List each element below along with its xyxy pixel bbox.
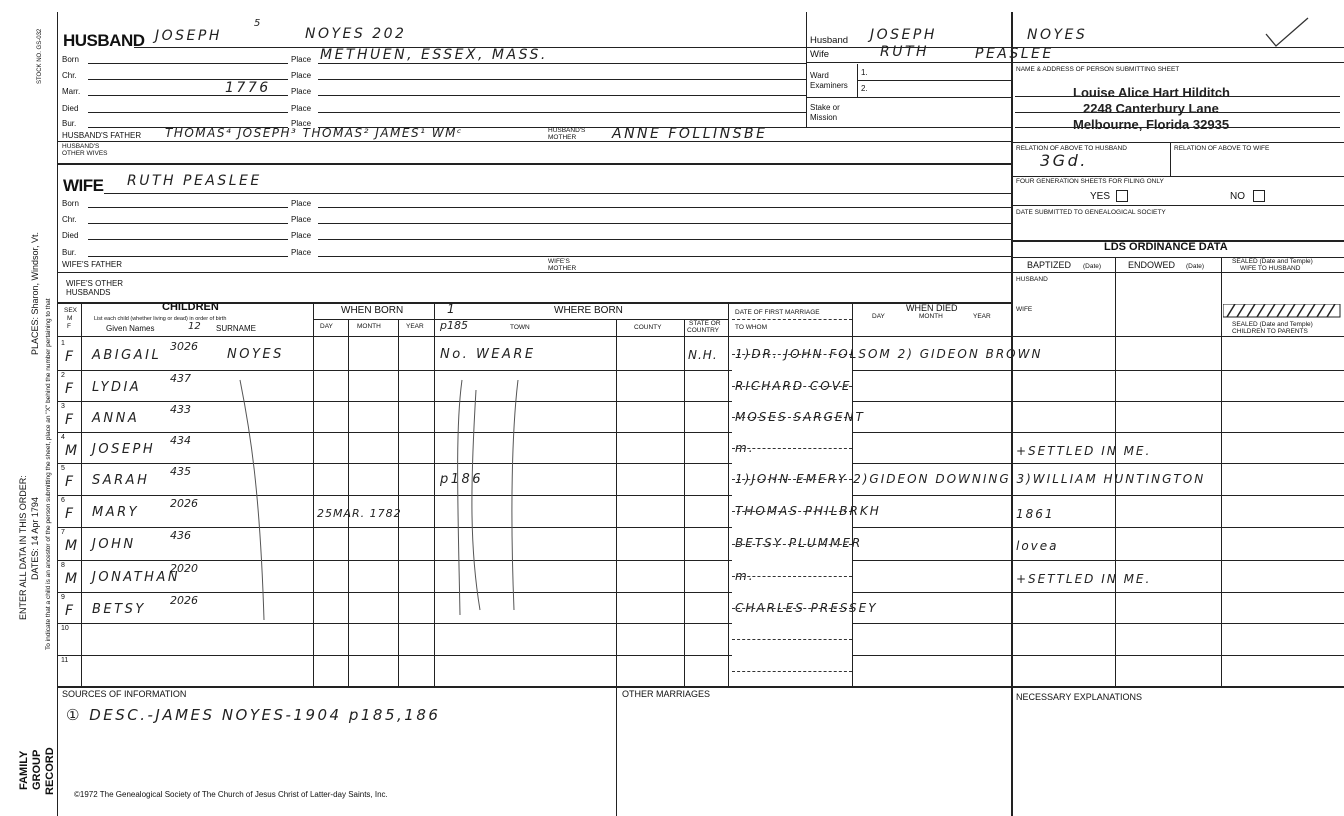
state-header-2: COUNTRY (687, 327, 720, 334)
husband-born-place-label: Place (291, 55, 312, 64)
husband-chr-label: Chr. (62, 71, 77, 80)
examiners-label: Examiners (810, 81, 848, 90)
wife-bur-label: Bur. (62, 248, 77, 257)
child-spouse[interactable]: BETSY PLUMMER (735, 536, 863, 550)
child-birth-town[interactable]: p186 (440, 472, 484, 487)
given-names-header: Given Names (106, 324, 155, 333)
child-number: 2 (61, 372, 65, 379)
county-header: COUNTY (634, 324, 662, 331)
child-number: 3 (61, 403, 65, 410)
child-sex[interactable]: F (65, 412, 74, 428)
child-spouse[interactable]: RICHARD COVE (735, 379, 852, 393)
relation-husband-label: RELATION OF ABOVE TO HUSBAND (1016, 145, 1127, 152)
husband-other-wives-label-1: HUSBAND'S (62, 143, 100, 150)
side-instruction: To indicate that a child is an ancestor of the person submitting the sheet, place an "X" behind the number pertaining to that (45, 298, 52, 650)
where-born-page-ref: p185 (440, 319, 468, 332)
died-month-header: MONTH (919, 313, 943, 320)
child-given-name[interactable]: SARAH (92, 473, 150, 488)
child-number: 4 (61, 434, 65, 441)
child-note[interactable]: +SETTLED IN ME. (1016, 444, 1152, 458)
husband-father[interactable]: THOMAS⁴ JOSEPH³ THOMAS² JAMES¹ WMᶜ (165, 126, 463, 140)
husband-marriage-year[interactable]: 1776 (225, 80, 271, 96)
child-sex[interactable]: F (65, 381, 74, 397)
mission-label: Mission (810, 113, 838, 122)
baptized-label: BAPTIZED (1027, 260, 1072, 270)
child-number: 6 (61, 497, 65, 504)
row-divider-died (852, 463, 1011, 464)
lds-wife-label: WIFE (1016, 306, 1033, 313)
surname-header: SURNAME (216, 324, 257, 333)
wife-other-husbands-label-2: HUSBANDS (66, 288, 111, 297)
endowed-label: ENDOWED (1128, 260, 1175, 270)
given-names-annotation: 12 (188, 321, 201, 332)
row-divider-lds (1011, 560, 1344, 561)
child-sex[interactable]: F (65, 506, 74, 522)
right-husband-surname[interactable]: NOYES (1027, 27, 1088, 43)
died-year-header: YEAR (973, 313, 991, 320)
children-list-note: List each child (whether living or dead) in order of birth (94, 316, 227, 322)
sex-m-header: M (67, 315, 73, 322)
husband-bur-place-label: Place (291, 119, 312, 128)
child-given-name[interactable]: ANNA (92, 411, 140, 426)
wife-label: WIFE (63, 176, 104, 195)
child-spouse[interactable]: CHARLES PRESSEY (735, 601, 878, 615)
submitter-city[interactable]: Melbourne, Florida 32935 (1073, 117, 1230, 132)
child-spouse[interactable]: THOMAS PHILBRKH (735, 504, 881, 518)
child-number: 1 (61, 340, 65, 347)
lds-husband-label: HUSBAND (1016, 276, 1048, 283)
row-divider-died (852, 560, 1011, 561)
four-gen-label: FOUR GENERATION SHEETS FOR FILING ONLY (1016, 178, 1164, 185)
child-given-name[interactable]: JONATHAN (92, 570, 181, 585)
husband-died-place-label: Place (291, 104, 312, 113)
baptized-date-label: (Date) (1083, 263, 1102, 270)
frame-mid-top (806, 12, 807, 127)
wife-died-place-label: Place (291, 231, 312, 240)
child-ref-number: 433 (170, 403, 191, 416)
side-record: RECORD (44, 747, 56, 795)
marriage-date-dash (732, 639, 852, 640)
child-sex[interactable]: F (65, 603, 74, 619)
wife-name[interactable]: RUTH PEASLEE (127, 173, 262, 189)
child-ref-number: 436 (170, 529, 191, 542)
child-sex[interactable]: M (65, 443, 78, 459)
row-divider-lds (1011, 527, 1344, 528)
husband-mother-label-2: MOTHER (548, 134, 577, 141)
child-ref-number: 2026 (170, 497, 198, 510)
hatched-box (1223, 304, 1341, 318)
husband-mother[interactable]: ANNE FOLLINSBE (612, 126, 768, 142)
child-spouse[interactable]: 1)JOHN EMERY 2)GIDEON DOWNING 3)WILLIAM HUNTINGTON (735, 472, 1206, 486)
child-ref-number: 434 (170, 434, 191, 447)
row-divider-died (852, 370, 1011, 371)
husband-mother-label-1: HUSBAND'S (548, 127, 586, 134)
child-given-name[interactable]: LYDIA (92, 380, 142, 395)
row-divider-lds (1011, 401, 1344, 402)
relation-wife-label: RELATION OF ABOVE TO WIFE (1174, 145, 1270, 152)
child-spouse[interactable]: m. (735, 441, 755, 455)
row-divider-died (852, 401, 1011, 402)
child-number: 9 (61, 594, 65, 601)
child-ref-number: 3026 (170, 340, 198, 353)
child-surname[interactable]: NOYES (227, 347, 284, 362)
ditto-marks-icon (230, 370, 530, 670)
sealed-child-label-1: SEALED (Date and Temple) (1232, 321, 1313, 328)
no-checkbox[interactable] (1253, 190, 1265, 202)
other-marriages-label: OTHER MARRIAGES (622, 689, 711, 699)
child-birth-date[interactable]: 25MAR. 1782 (317, 507, 402, 520)
child-sex[interactable]: M (65, 571, 78, 587)
child-given-name[interactable]: ABIGAIL (92, 348, 162, 363)
husband-label: HUSBAND (63, 31, 145, 50)
child-given-name[interactable]: JOSEPH (92, 442, 156, 457)
right-wife-label: Wife (810, 49, 829, 60)
husband-marr-place-label: Place (291, 87, 312, 96)
state-header-1: STATE OR (689, 320, 721, 327)
where-born-header: WHERE BORN (554, 305, 623, 316)
wife-bur-place-label: Place (291, 248, 312, 257)
frame-left (57, 12, 58, 816)
row-divider-died (852, 527, 1011, 528)
child-birth-state[interactable]: N.H. (688, 348, 718, 362)
row-divider-lds (1011, 655, 1344, 656)
husband-born-label: Born (62, 55, 79, 64)
stock-number: STOCK NO. GS-032 (37, 28, 43, 84)
child-ref-number: 437 (170, 372, 191, 385)
row-divider-died (852, 623, 1011, 624)
examiner-2-label: 2. (861, 84, 868, 93)
sealed-child-label-2: CHILDREN TO PARENTS (1232, 328, 1308, 335)
when-born-header: WHEN BORN (341, 305, 404, 316)
yes-label: YES (1090, 191, 1111, 202)
wife-chr-place-label: Place (291, 215, 312, 224)
husband-generation: 5 (254, 18, 261, 29)
examiner-1-label: 1. (861, 68, 868, 77)
died-day-header: DAY (872, 313, 885, 320)
frame-right-panel (1011, 12, 1013, 816)
row-divider-lds (1011, 623, 1344, 624)
explanations-label: NECESSARY EXPLANATIONS (1016, 692, 1143, 702)
wife-born-place-label: Place (291, 199, 312, 208)
husband-born-place[interactable]: METHUEN, ESSEX, MASS. (320, 47, 548, 63)
first-marriage-header: DATE OF FIRST MARRIAGE (735, 309, 820, 316)
child-given-name[interactable]: MARY (92, 505, 140, 520)
relation-husband-value[interactable]: 3Gd. (1040, 151, 1088, 170)
row-divider-died (852, 495, 1011, 496)
wife-other-husbands-label-1: WIFE'S OTHER (66, 279, 124, 288)
wife-father-label: WIFE'S FATHER (62, 260, 123, 269)
child-number: 11 (61, 657, 69, 664)
submitter-name[interactable]: Louise Alice Hart Hilditch (1073, 85, 1230, 100)
wife-born-label: Born (62, 199, 79, 208)
row-divider-lds (1011, 432, 1344, 433)
checkmark-icon (1262, 16, 1312, 50)
wife-chr-label: Chr. (62, 215, 77, 224)
right-wife-name[interactable]: RUTH (880, 44, 930, 60)
side-places: PLACES: Sharon, Windsor, Vt. (30, 231, 40, 355)
child-sex[interactable]: F (65, 474, 74, 490)
child-ref-number: 435 (170, 465, 191, 478)
source-mark-1: 1 (447, 302, 455, 316)
right-husband-name[interactable]: JOSEPH (870, 27, 937, 43)
husband-bur-label: Bur. (62, 119, 77, 128)
sealed-wife-label-1: SEALED (Date and Temple) (1232, 258, 1313, 265)
child-given-name[interactable]: JOHN (92, 537, 136, 552)
to-whom-header: TO WHOM (735, 324, 768, 331)
child-given-name[interactable]: BETSY (92, 602, 146, 617)
children-header: CHILDREN (162, 301, 219, 313)
no-label: NO (1230, 191, 1245, 202)
child-ref-number: 2020 (170, 562, 198, 575)
right-wife-surname[interactable]: PEASLEE (975, 46, 1054, 62)
ward-label: Ward (810, 71, 829, 80)
sex-header: SEX (64, 307, 78, 314)
child-birth-town[interactable]: No. WEARE (440, 347, 536, 362)
row-divider-died (852, 655, 1011, 656)
right-husband-label: Husband (810, 35, 849, 46)
husband-other-wives-label-2: OTHER WIVES (62, 150, 108, 157)
child-sex[interactable]: F (65, 349, 74, 365)
child-spouse[interactable]: 1)DR. JOHN FOLSOM 2) GIDEON BROWN (735, 347, 1043, 361)
date-submitted-label: DATE SUBMITTED TO GENEALOGICAL SOCIETY (1016, 209, 1166, 216)
wife-died-label: Died (62, 231, 79, 240)
sources-label: SOURCES OF INFORMATION (62, 689, 187, 699)
husband-given-name[interactable]: JOSEPH (155, 28, 222, 44)
town-header: TOWN (510, 324, 530, 331)
row-divider-lds (1011, 463, 1344, 464)
row-divider-lds (1011, 370, 1344, 371)
lds-title: LDS ORDINANCE DATA (1104, 241, 1228, 253)
endowed-date-label: (Date) (1186, 263, 1205, 270)
side-dates: DATES: 14 Apr 1794 (30, 497, 40, 580)
born-year-header: YEAR (406, 323, 424, 330)
husband-chr-place-label: Place (291, 71, 312, 80)
child-sex[interactable]: M (65, 538, 78, 554)
row-divider-died (852, 432, 1011, 433)
side-group: GROUP (31, 749, 43, 790)
copyright: ©1972 The Genealogical Society of The Church of Jesus Christ of Latter-day Saints, Inc. (74, 790, 388, 799)
husband-surname[interactable]: NOYES 202 (305, 26, 407, 42)
husband-father-label: HUSBAND'S FATHER (62, 131, 142, 140)
row-divider-lds (1011, 495, 1344, 496)
when-died-header: WHEN DIED (906, 303, 958, 313)
child-note[interactable]: lovea (1016, 539, 1059, 553)
row-divider-died (852, 592, 1011, 593)
child-note[interactable]: +SETTLED IN ME. (1016, 572, 1152, 586)
wife-mother-label-2: MOTHER (548, 265, 577, 272)
marriage-date-dash (732, 671, 852, 672)
child-spouse[interactable]: m. (735, 569, 755, 583)
sources-value[interactable]: ① DESC.-JAMES NOYES-1904 p185,186 (66, 706, 441, 724)
born-month-header: MONTH (357, 323, 381, 330)
yes-checkbox[interactable] (1116, 190, 1128, 202)
child-number: 5 (61, 465, 65, 472)
child-number: 10 (61, 625, 69, 632)
child-number: 7 (61, 529, 65, 536)
child-note[interactable]: 1861 (1016, 507, 1055, 521)
husband-died-label: Died (62, 104, 79, 113)
stake-label: Stake or (810, 103, 840, 112)
born-day-header: DAY (320, 323, 333, 330)
submitter-label: NAME & ADDRESS OF PERSON SUBMITTING SHEET (1016, 66, 1180, 73)
sealed-wife-label-2: WIFE TO HUSBAND (1240, 265, 1301, 272)
husband-marr-label: Marr. (62, 87, 81, 96)
side-enter-all: ENTER ALL DATA IN THIS ORDER: (18, 475, 28, 620)
sex-f-header: F (67, 323, 71, 330)
submitter-street[interactable]: 2248 Canterbury Lane (1083, 101, 1219, 116)
wife-mother-label-1: WIFE'S (548, 258, 570, 265)
side-family: FAMILY (18, 750, 30, 790)
child-number: 8 (61, 562, 65, 569)
child-ref-number: 2026 (170, 594, 198, 607)
row-divider-lds (1011, 592, 1344, 593)
child-spouse[interactable]: MOSES SARGENT (735, 410, 865, 424)
